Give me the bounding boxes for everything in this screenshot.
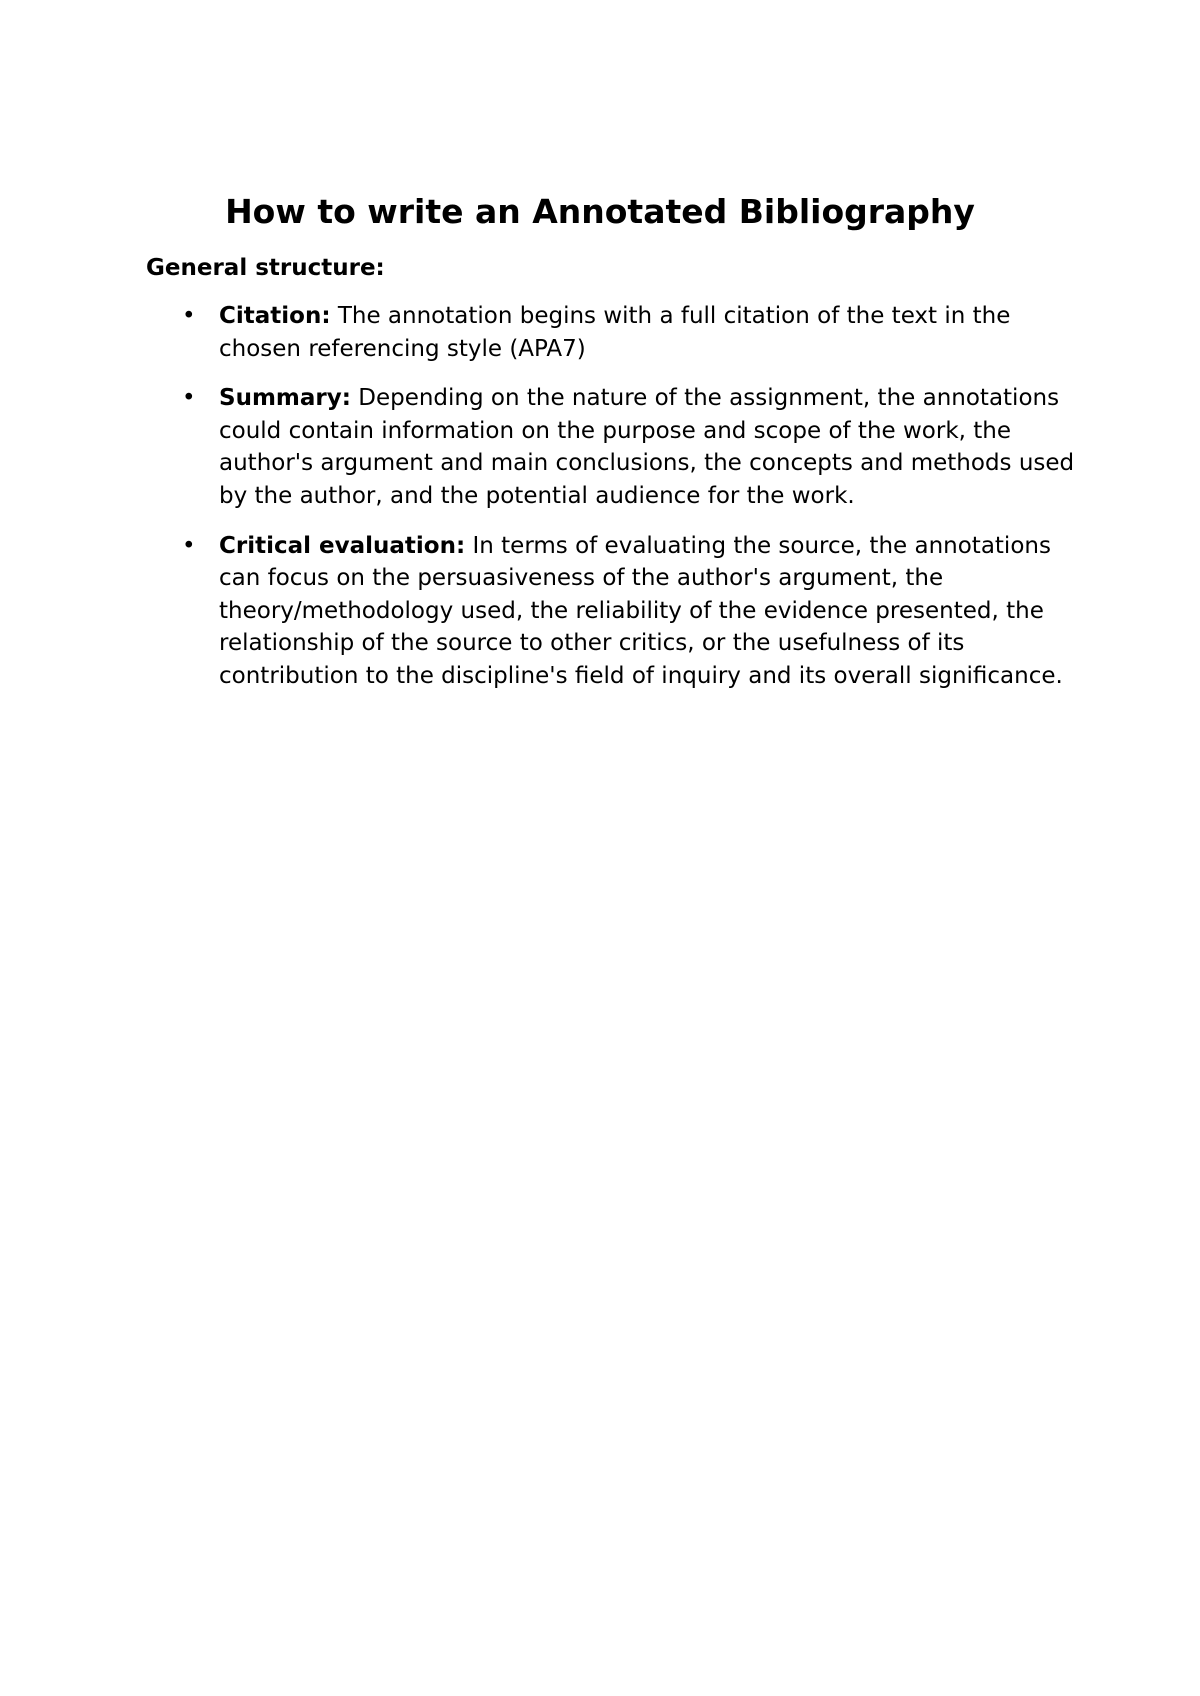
list-item-text: In terms of evaluating the source, the annotations can focus on the persuasiveness of the author's argument, the theory/methodology used, the reliability of the evidence presented, the relationship of the source to other critics, or the usefulness of its contribution to the discipline's field of inquiry and its overall significance. [219, 532, 1063, 689]
list-item-term: Citation: [219, 303, 331, 329]
bullet-icon: • [182, 532, 196, 559]
section-heading: General structure: [146, 255, 385, 281]
list-item-critical-evaluation [146, 530, 1086, 693]
bullet-icon: • [182, 303, 196, 329]
bullet-icon: • [182, 385, 196, 412]
bullet-list [146, 300, 1086, 710]
list-item-summary [146, 382, 1086, 512]
list-item-text: Depending on the nature of the assignment, the annotations could contain information on the purpose and scope of the work, the author's argument and main conclusions, the concepts and methods used by the author, and the potential audience for the work. [219, 385, 1075, 509]
list-item-citation [146, 300, 1086, 365]
list-item-text: The annotation begins with a full citation of the text in the chosen referencing style (APA7) [219, 303, 1011, 362]
list-item-term: Critical evaluation: [219, 532, 466, 559]
document-title: How to write an Annotated Bibliography [225, 192, 975, 231]
list-item-term: Summary: [219, 385, 351, 412]
